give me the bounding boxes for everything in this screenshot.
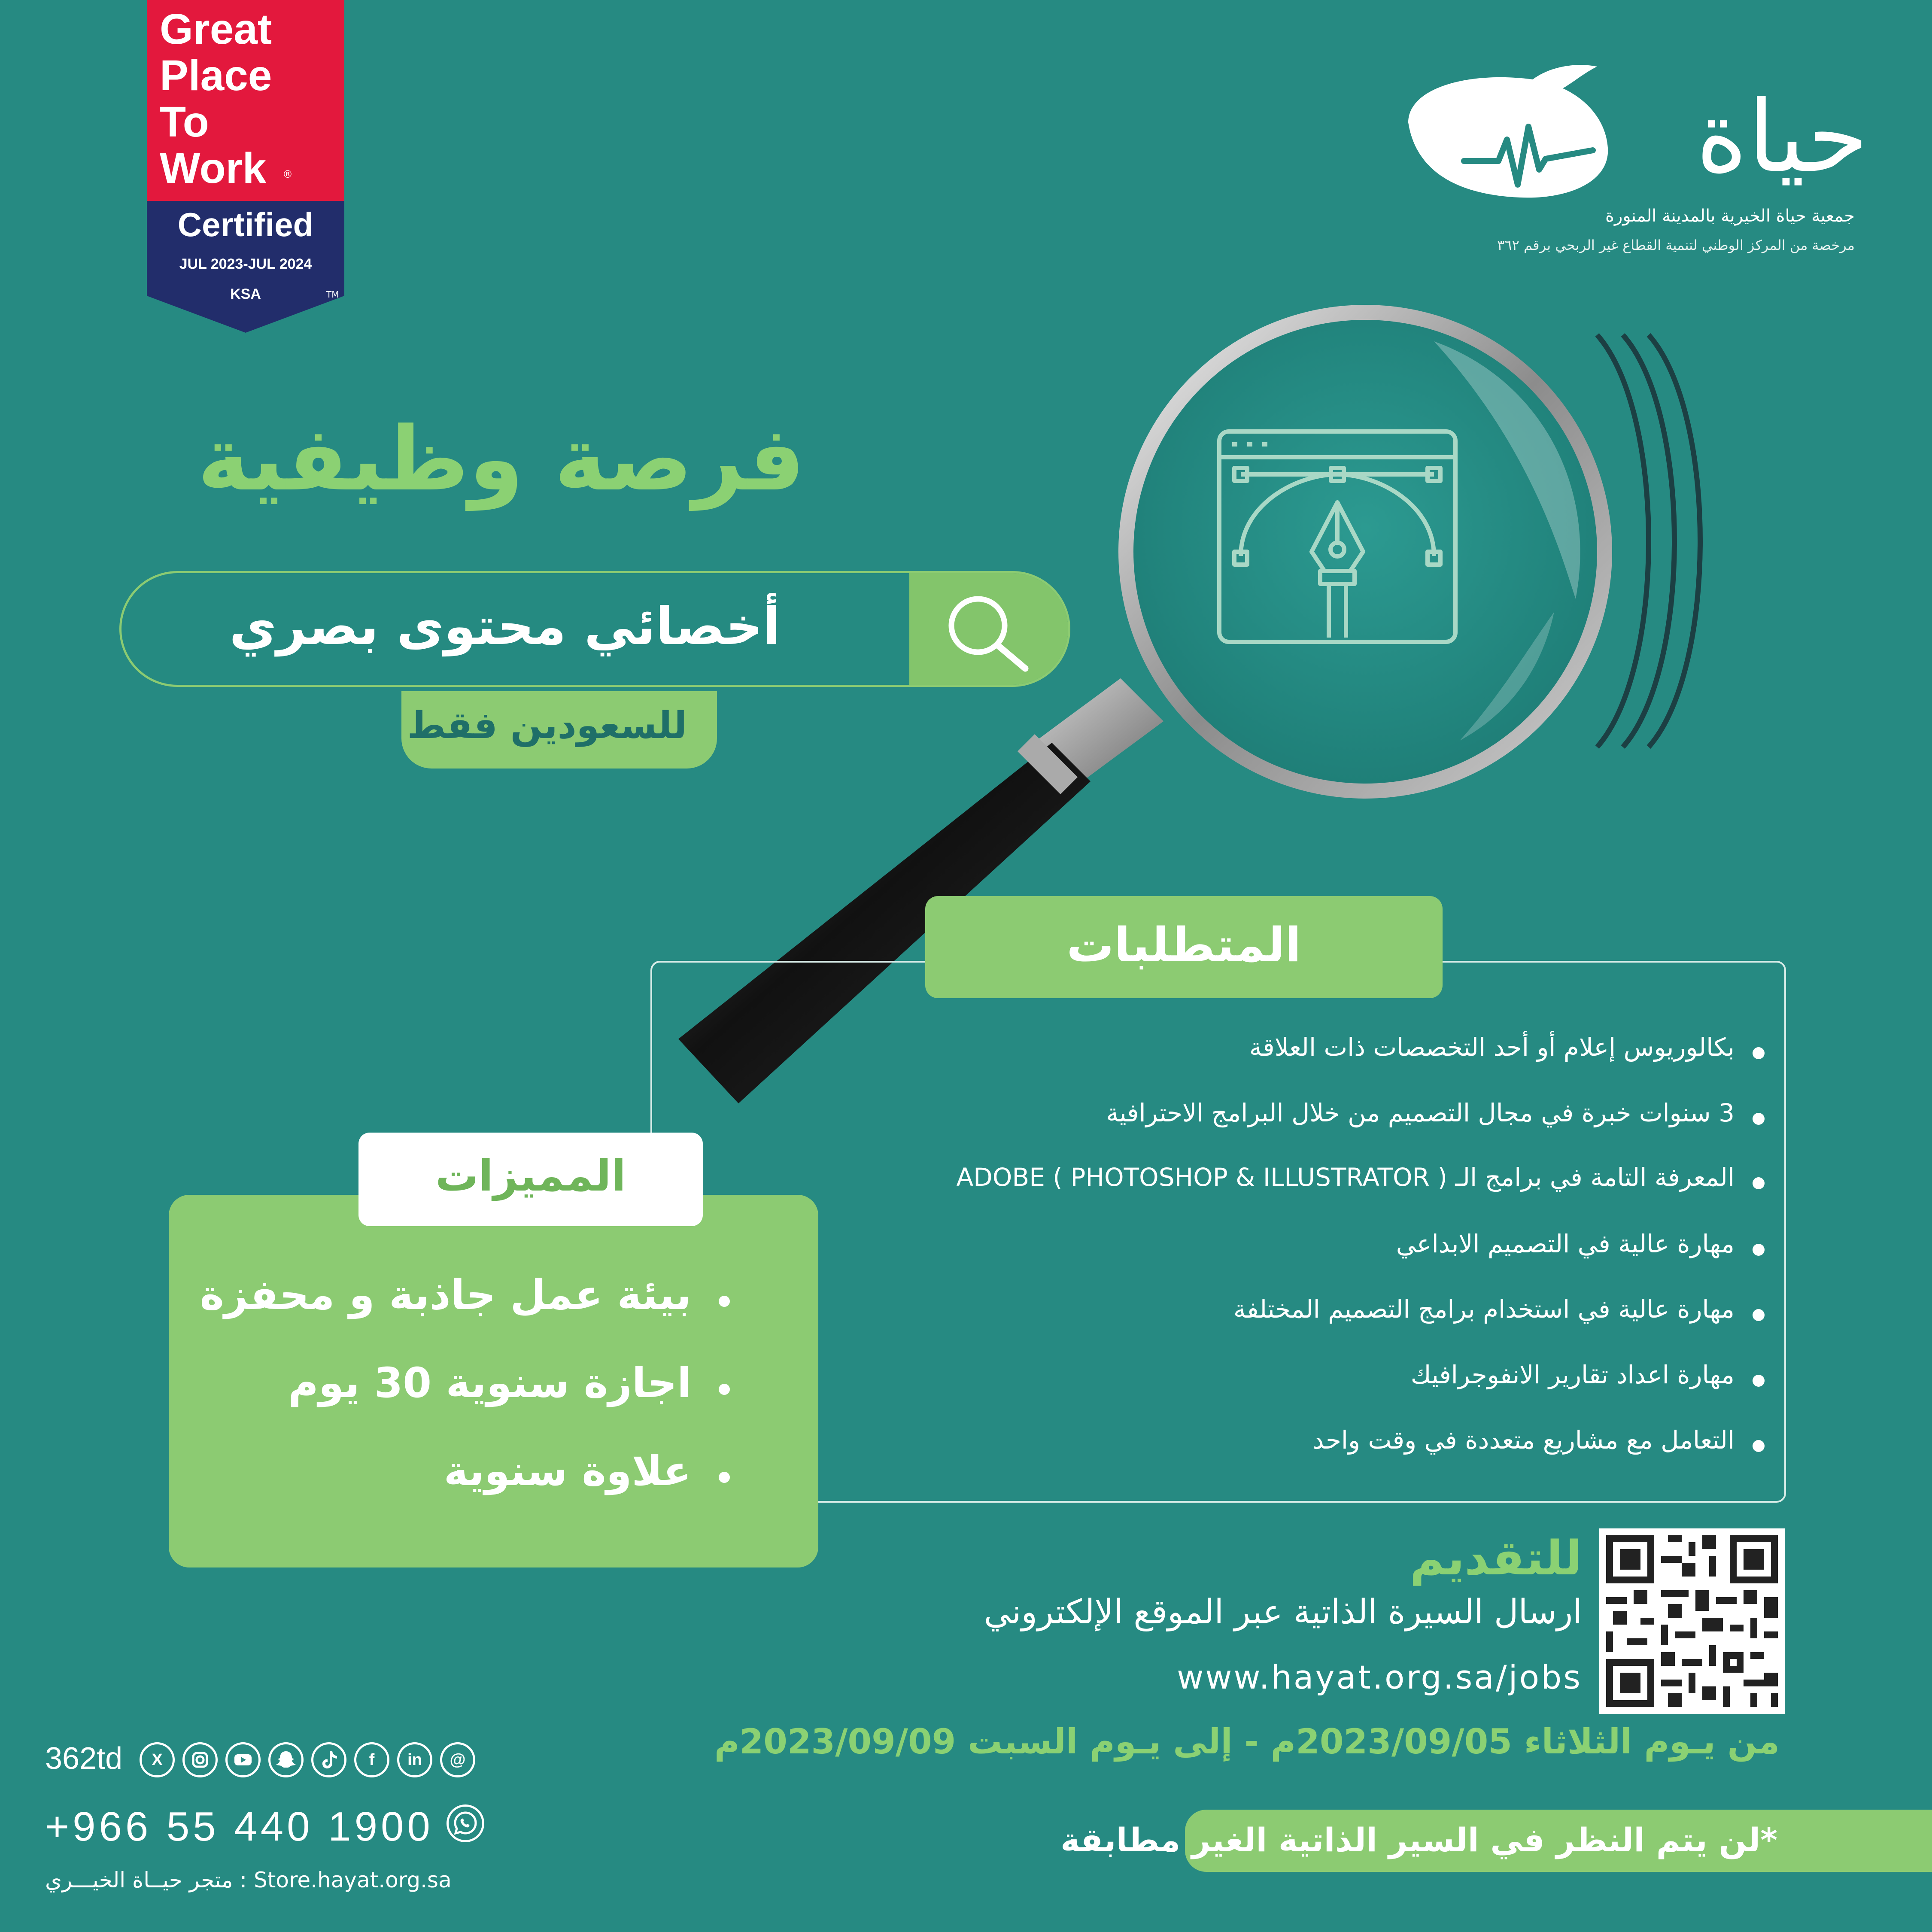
trademark-mark: TM (326, 289, 339, 300)
facebook-icon[interactable]: f (354, 1742, 389, 1777)
vector-design-icon (1215, 427, 1460, 650)
eligibility-badge (401, 691, 717, 769)
requirement-item: التعامل مع مشاريع متعددة في وقت واحد (1312, 1425, 1735, 1455)
benefit-item: بيئة عمل جاذبة و محفزة (200, 1271, 691, 1319)
benefit-item: اجازة سنوية 30 يوم (288, 1359, 691, 1407)
threads-icon[interactable]: @ (440, 1742, 475, 1777)
phone-number[interactable]: +966 55 440 1900 (45, 1804, 434, 1850)
leaf-heartbeat-icon (1391, 62, 1614, 208)
store-link[interactable]: متجر حيــاة الخيـــري : Store.hayat.org.sa (45, 1868, 452, 1893)
qr-code[interactable] (1599, 1528, 1785, 1714)
social-handle: 362td (45, 1741, 123, 1776)
badge-certified: Certified (177, 206, 314, 243)
youtube-icon[interactable] (225, 1742, 261, 1777)
requirement-item: المعرفة التامة في برامج الـ ( ADOBE ( PHOTOSHOP & ILLUSTRATOR (956, 1163, 1735, 1192)
hayat-wordmark: حياة (1695, 80, 1868, 194)
org-subtitle: جمعية حياة الخيرية بالمدينة المنورة (1605, 206, 1855, 226)
linkedin-icon[interactable]: in (397, 1742, 432, 1777)
registered-mark: ® (283, 168, 293, 180)
qr-code-pattern (1599, 1528, 1785, 1714)
job-title-bar (119, 571, 1070, 687)
instagram-icon[interactable] (182, 1742, 218, 1777)
badge-dates: JUL 2023-JUL 2024 (179, 256, 312, 272)
badge-country: KSA (230, 286, 261, 302)
requirement-item: 3 سنوات خبرة في مجال التصميم من خلال البرامج الاحترافية (1106, 1098, 1735, 1127)
hijri-year: ١٤٤٧هـ (1451, 94, 1518, 120)
apply-dates: من يـوم الثلاثاء 2023/09/05م - إلى يـوم السبت 2023/09/09م (714, 1722, 1780, 1762)
eligibility-label: للسعودين فقط (407, 704, 687, 747)
whatsapp-icon[interactable] (447, 1804, 484, 1842)
apply-title: للتقديم (1410, 1531, 1582, 1586)
benefits-heading: المميزات (358, 1133, 703, 1226)
org-license: مرخصة من المركز الوطني لتنمية القطاع غير الربحي برقم ٣٦٢ (1497, 237, 1855, 253)
search-icon (944, 591, 1034, 673)
snapchat-icon[interactable] (268, 1742, 304, 1777)
requirements-heading: المتطلبات (925, 896, 1443, 998)
x-icon[interactable]: X (140, 1742, 175, 1777)
badge-title: Great Place To Work (160, 5, 272, 192)
requirement-item: مهارة عالية في استخدام برامج التصميم المختلفة (1233, 1294, 1735, 1324)
requirement-item: بكالوريوس إعلام أو أحد التخصصات ذات العلاقة (1249, 1033, 1735, 1062)
requirement-item: مهارة اعداد تقارير الانفوجرافيك (1410, 1360, 1735, 1389)
tiktok-icon[interactable] (311, 1742, 346, 1777)
benefit-item: علاوة سنوية (444, 1447, 691, 1495)
apply-description: ارسال السيرة الذاتية عبر الموقع الإلكتروني (984, 1593, 1582, 1631)
notice-text: *لن يتم النظر في السير الذاتية الغير مطابقة (1060, 1821, 1777, 1859)
apply-url[interactable]: www.hayat.org.sa/jobs (1177, 1658, 1582, 1696)
job-title: أخصائي محتوى بصري (229, 597, 781, 656)
notice-bar (1060, 1810, 1932, 1872)
search-button (909, 573, 1068, 685)
requirement-item: مهارة عالية في التصميم الابداعي (1396, 1229, 1735, 1258)
great-place-to-work-badge (147, 0, 344, 333)
page-title: فرصة وظيفية (197, 408, 805, 510)
